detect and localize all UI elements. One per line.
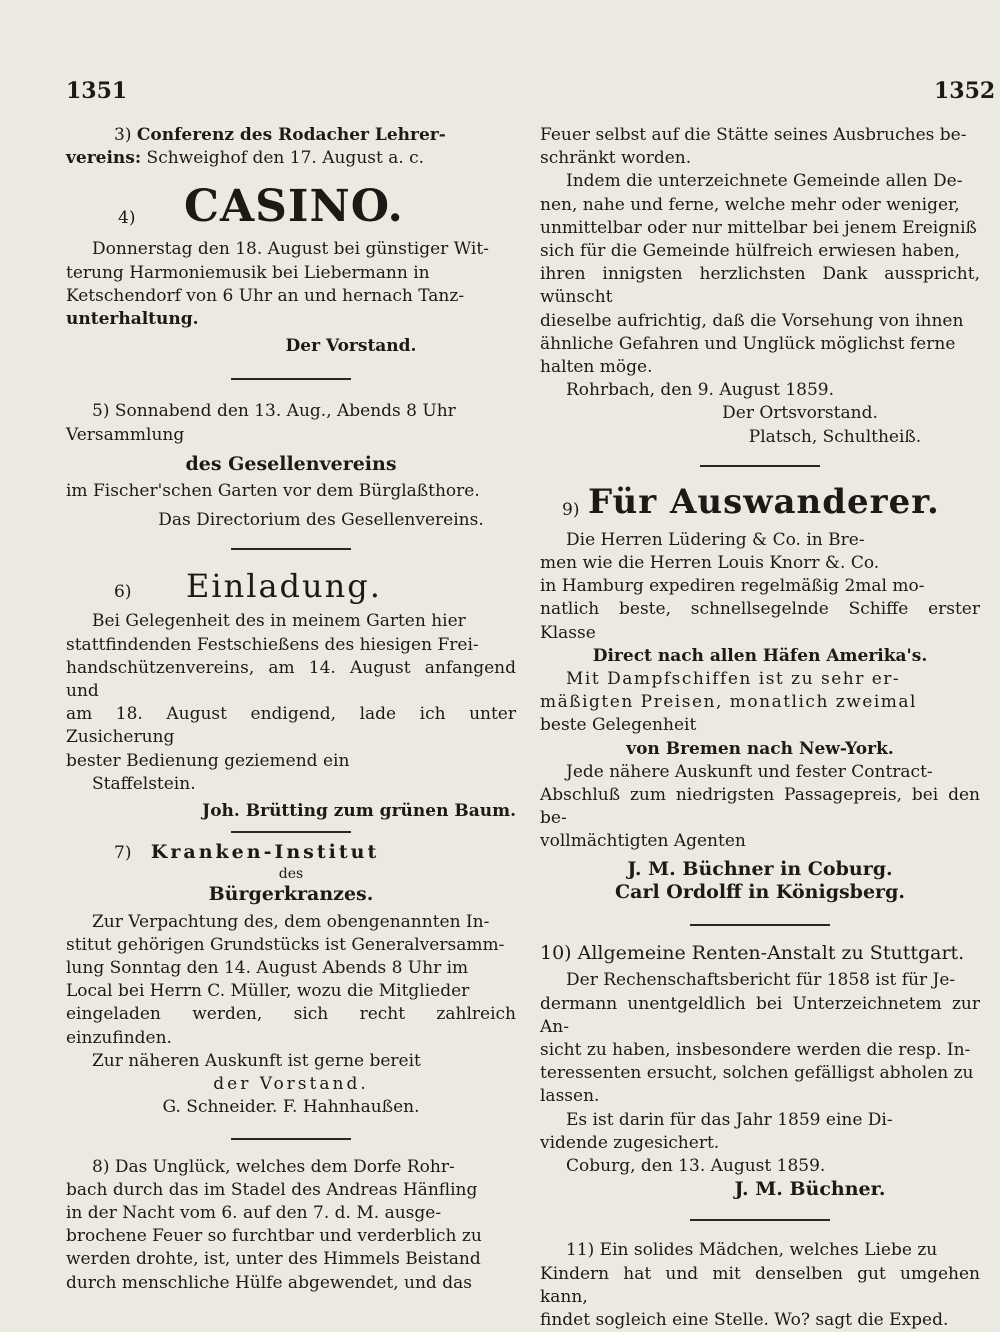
notice-9-line: Direct nach allen Häfen Amerika's. [592,645,928,666]
notice-9-line: Mit Dampfschiffen ist zu sehr er- [566,669,901,690]
notice-7 [66,841,516,1119]
notice-8-cont-line: unmittelbar oder nur mittelbar bei jenem Ereigniß [540,217,977,238]
notice-7-line: stitut gehörigen Grundstücks ist Generalversamm- [66,934,505,955]
notice-7-der-vorstand: der Vorstand. [213,1074,369,1095]
notice-4-number: 4) [118,208,136,229]
notice-10-line: Es ist darin für das Jahr 1859 eine Di- [566,1109,893,1130]
notice-11 [540,1239,980,1332]
notice-8 [66,1156,516,1295]
notice-8-cont-line: ähnliche Gefahren und Unglück möglichst ferne [540,333,956,354]
notice-6-line: am 18. August endigend, lade ich unter Zusicherung [66,704,516,748]
auswanderer-title: Für Auswanderer. [588,481,940,522]
notice-7-signature: G. Schneider. F. Hahnhaußen. [162,1097,420,1118]
notice-7-des: des [278,866,304,883]
notice-10 [540,942,980,1201]
divider [231,831,351,833]
notice-10-line: Der Rechenschaftsbericht für 1858 ist für Je- [566,970,956,991]
divider [690,924,830,926]
notice-8-line: brochene Feuer so furchtbar und verderblich zu [66,1226,482,1247]
notice-11-line: findet sogleich eine Stelle. Wo? sagt die Exped. [540,1309,949,1330]
notice-9-line: men wie die Herren Louis Knorr &. Co. [540,553,880,574]
notice-6-signature: Joh. Brütting zum grünen Baum. [202,801,516,822]
notice-9-agent-1: J. M. Büchner in Coburg. [627,857,893,880]
notice-8-line: 8) Das Unglück, welches dem Dorfe Rohr- [92,1156,455,1177]
notice-6-body [66,610,516,823]
notice-4-line: Ketschendorf von 6 Uhr an und hernach Tanz- [66,285,465,306]
page-number-left: 1351 [66,78,128,104]
notice-4-line: terung Harmoniemusik bei Liebermann in [66,262,430,283]
notice-4-line: Donnerstag den 18. August bei günstiger Wit- [92,239,489,260]
notice-3-text: Schweighof den 17. August a. c. [141,148,425,169]
notice-5-line: 5) Sonnabend den 13. Aug., Abends 8 Uhr [92,401,456,422]
notice-3-title: Conferenz des Rodacher Lehrer- [136,125,446,145]
notice-8-cont-line: halten möge. [540,357,653,378]
notice-10-title: 10) Allgemeine Renten-Anstalt zu Stuttgart. [540,942,965,965]
notice-9-body [540,529,980,904]
notice-10-signature: J. M. Büchner. [734,1178,886,1201]
notice-4-heading [66,174,516,232]
notice-11-line: Kindern hat und mit denselben gut umgehen kann, [540,1263,980,1307]
notice-8-cont-line: ihren innigsten herzlichsten Dank ausspricht, wünscht [540,264,980,308]
notice-6-line: handschützenvereins, am 14. August anfangend und [66,657,516,702]
notice-9-line: mäßigten Preisen, monatlich zweimal [540,692,917,713]
notice-3-number: 3) [114,125,132,145]
left-column [66,124,516,1295]
notice-11-line: 11) Ein solides Mädchen, welches Liebe zu [566,1240,938,1261]
notice-4-line: unterhaltung. [66,309,199,330]
notice-8-signature-1: Der Ortsvorstand. [722,403,878,424]
notice-5-signature: Das Directorium des Gesellenvereins. [158,510,484,531]
notice-9-heading [540,475,980,523]
notice-8-signature-2: Platsch, Schultheiß. [748,426,922,447]
notice-9-line: in Hamburg expediren regelmäßig 2mal mo- [540,576,925,597]
right-column [540,124,980,1332]
notice-6-line: Bei Gelegenheit des in meinem Garten hier [92,611,466,632]
notice-8-cont-line: schränkt worden. [540,148,692,169]
notice-9-agent-2: Carl Ordolff in Königsberg. [615,880,905,903]
notice-8-line: werden drohte, ist, unter des Himmels Beistand [66,1249,481,1270]
notice-7-line: lung Sonntag den 14. August Abends 8 Uhr im [66,958,469,979]
notice-6-place: Staffelstein. [92,773,196,794]
notice-7-line: Zur Verpachtung des, dem obengenannten In- [92,911,490,932]
notice-9-line: Jede nähere Auskunft und fester Contract- [566,761,933,782]
notice-7-line: eingeladen werden, sich recht zahlreich einzufinden. [66,1004,516,1048]
divider [231,1138,351,1140]
notice-8-cont-line: nen, nahe und ferne, welche mehr oder weniger, [540,194,960,215]
notice-10-line: sicht zu haben, insbesondere werden die resp. In- [540,1039,971,1060]
notice-5-line: im Fischer'schen Garten vor dem Bürglaßthore. [66,481,480,502]
notice-10-line: lassen. [540,1086,600,1107]
divider [231,548,351,550]
notice-8-continued [540,124,980,449]
notice-4-body [66,238,516,358]
notice-6-heading [66,558,516,606]
notice-6-line: stattfindenden Festschießens des hiesigen Frei- [66,634,479,655]
notice-6-number: 6) [114,582,132,603]
notice-5 [66,400,516,532]
notice-8-dateline: Rohrbach, den 9. August 1859. [566,380,835,401]
notice-9-line: beste Gelegenheit [540,715,697,736]
notice-7-number: 7) [114,843,132,864]
buergerkranz-title: Bürgerkranzes. [208,883,374,906]
notice-6-line: bester Bedienung geziemend ein [66,750,350,771]
divider [690,1219,830,1221]
notice-8-cont-line: sich für die Gemeinde hülfreich erwiesen haben, [540,241,961,262]
notice-8-cont-line: Feuer selbst auf die Stätte seines Ausbruches be- [540,125,967,145]
notice-10-line: dermann unentgeldlich bei Unterzeichnetem zur An- [540,993,980,1037]
notice-8-line: durch menschliche Hülfe abgewendet, und das [66,1272,472,1293]
notice-8-cont-line: Indem die unterzeichnete Gemeinde allen De- [566,171,963,192]
notice-3-title-cont: vereins: [66,148,142,169]
notice-8-line: bach durch das im Stadel des Andreas Hänfling [66,1179,478,1200]
notice-9-line: natlich beste, schnellsegelnde Schiffe erster Klasse [540,599,980,643]
notice-7-line: Zur näheren Auskunft ist gerne bereit [92,1050,421,1071]
einladung-title: Einladung. [186,567,382,606]
notice-8-line: in der Nacht vom 6. auf den 7. d. M. ausge- [66,1202,442,1223]
notice-9-route: von Bremen nach New-York. [626,738,894,759]
casino-title: CASINO. [184,181,404,233]
notice-5-line: Versammlung [66,424,185,445]
notice-9-line: Die Herren Lüdering & Co. in Bre- [566,529,865,550]
divider [700,465,820,467]
gesellenverein-title: des Gesellenvereins [185,452,397,475]
kranken-institut-title: Kranken-Institut [150,841,380,864]
page-number-right: 1352 [934,78,996,104]
notice-10-line: vidende zugesichert. [540,1132,720,1153]
notice-4-signature: Der Vorstand. [285,336,417,357]
notice-3 [66,124,516,170]
notice-10-dateline: Coburg, den 13. August 1859. [566,1155,826,1176]
notice-7-line: Local bei Herrn C. Müller, wozu die Mitglieder [66,981,470,1002]
notice-9-line: Abschluß zum niedrigsten Passagepreis, bei den be- [540,785,980,829]
notice-9-number: 9) [562,499,580,520]
notice-9-line: vollmächtigten Agenten [540,831,746,852]
divider [231,378,351,380]
notice-8-cont-line: dieselbe aufrichtig, daß die Vorsehung von ihnen [540,310,964,331]
notice-10-line: teressenten ersucht, solchen gefälligst abholen zu [540,1063,974,1084]
